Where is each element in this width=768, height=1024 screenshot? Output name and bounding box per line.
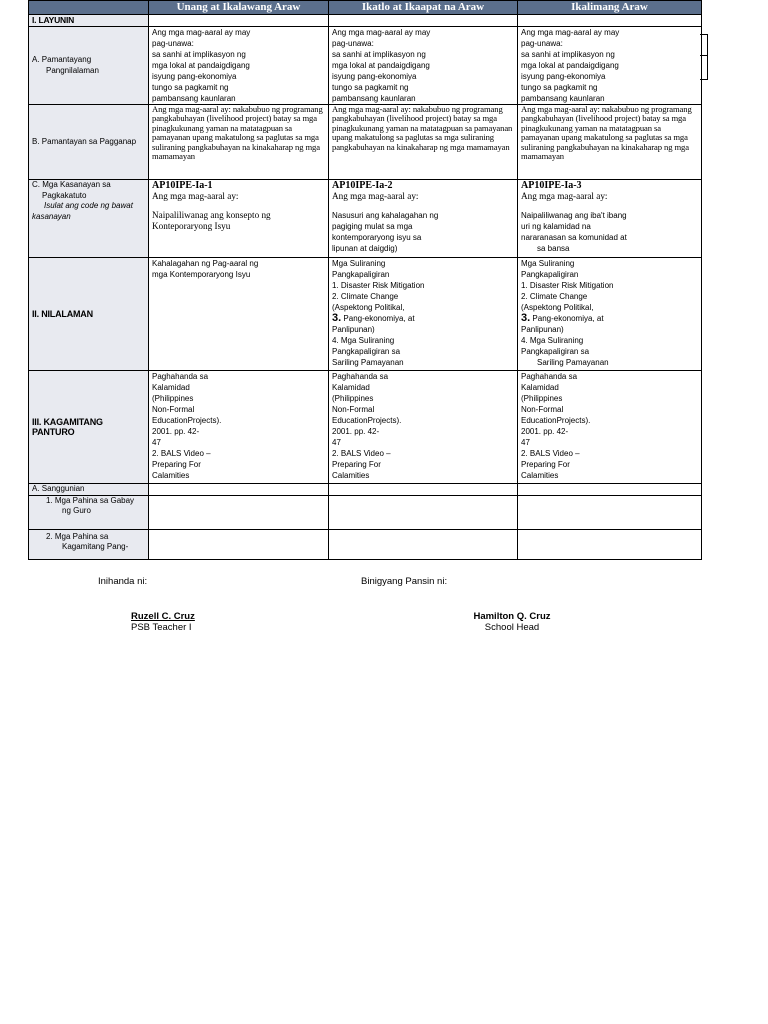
material-line: 2. BALS Video – [332, 449, 391, 458]
side-margin-divider [700, 55, 707, 56]
content-line: Mga Suliraning [521, 259, 575, 268]
content-line [332, 313, 515, 324]
label-pamantayang-pangnilalaman [29, 27, 149, 105]
label-k-line-c: Isulat ang code ng bawat [44, 201, 133, 210]
prepared-by-label: Inihanda ni: [98, 576, 148, 587]
cell-kasanayan-3 [518, 180, 702, 258]
material-line: Preparing For [152, 460, 201, 469]
pp-line: pambansang kaunlaran [152, 94, 236, 103]
material-line: Paghahanda sa [521, 372, 578, 381]
label-gabay-b: ng Guro [62, 506, 91, 515]
cell-pagganap-3: Ang mga mag-aaral ay: nakabubuo ng programang pangkabuhayan (livelihood project) batay sa mga pinagkukunang yaman na matatagpuan sa pamayanan upang makatulong sa paglutas sa mga suliraning pangkabuhayan na kinakaharap ng mga mamamayan [518, 105, 702, 180]
pp-line: mga lokal at pandaigdigang [332, 61, 430, 70]
competency-intro: Ang mga mag-aaral ay: [152, 191, 239, 201]
label-kasanayan [29, 180, 149, 258]
cell-kagamitan-2 [329, 371, 518, 484]
content-line: Pangkapaligiran sa [521, 347, 590, 356]
content-line: (Aspektong Politikal, [521, 303, 594, 312]
prepared-by-block [131, 611, 195, 633]
label-gabay-a: 1. Mga Pahina sa Gabay [46, 495, 135, 505]
content-line: 4. Mga Suliraning [332, 336, 395, 345]
content-line: Sariling Pamayanan [537, 358, 609, 367]
pp-line: isyung pang-ekonomiya [521, 72, 606, 81]
competency-line: Naipaliliwanag ang iba't ibang [521, 211, 627, 220]
content-line: Sariling Pamayanan [332, 358, 404, 367]
daily-lesson-log-table [28, 0, 702, 560]
pp-line: Ang mga mag-aaral ay may [521, 28, 620, 37]
pp-line: isyung pang-ekonomiya [152, 72, 237, 81]
content-line: (Aspektong Politikal, [332, 303, 405, 312]
cell-pagganap-2: Ang mga mag-aaral ay: nakabubuo ng programang pangkabuhayan (livelihood project) batay sa mga pinagkukunang yaman na matatagpuan sa pamayanan upang makatulong sa paglutas sa mga suliraning pangkabuhayan na kinakaharap ng mga mamamayan [329, 105, 518, 180]
header-corner [29, 1, 149, 15]
cell-layunin-3 [518, 15, 702, 27]
competency-line: Naipaliliwanag ang konsepto ng [152, 210, 271, 220]
cell-nilalaman-1 [149, 258, 329, 371]
pp-line: pag-unawa: [152, 39, 194, 48]
row-sanggunian [29, 484, 702, 496]
pp-line: pag-unawa: [521, 39, 563, 48]
material-line: 2001. pp. 42- [521, 427, 569, 436]
material-line: Paghahanda sa [152, 372, 209, 381]
noted-by-block [471, 611, 553, 633]
material-line: 2. BALS Video – [152, 449, 211, 458]
cell-nilalaman-2 [329, 258, 518, 371]
cell-sanggunian-3 [518, 484, 702, 496]
label-k-line-a: C. Mga Kasanayan sa [32, 180, 111, 189]
material-line: 2001. pp. 42- [332, 427, 380, 436]
competency-intro: Ang mga mag-aaral ay: [521, 191, 608, 201]
content-line: Kahalagahan ng Pag-aaral ng [152, 259, 259, 268]
header-day-5: Ikalimang Araw [518, 1, 702, 15]
row-pamantayang-pangnilalaman [29, 27, 702, 105]
material-line: Calamities [521, 471, 559, 480]
list-number: 3. [332, 312, 342, 324]
label-k-line-b: Pagkakatuto [42, 190, 87, 200]
material-line: 47 [152, 438, 161, 447]
pp-line: isyung pang-ekonomiya [332, 72, 417, 81]
material-line: 47 [521, 438, 530, 447]
cell-sanggunian-1 [149, 484, 329, 496]
material-line: Non-Formal [152, 405, 195, 414]
material-line: Preparing For [332, 460, 381, 469]
content-line: Pangkapaligiran [521, 270, 579, 279]
content-line: 4. Mga Suliraning [521, 336, 584, 345]
label-kpm-b: Kagamitang Pang- [62, 542, 129, 551]
content-line: Panlipunan) [332, 325, 375, 334]
cell-kasanayan-1 [149, 180, 329, 258]
competency-line: sa bansa [537, 244, 570, 253]
pp-line: tungo sa pagkamit ng [152, 83, 229, 92]
row-kasanayan [29, 180, 702, 258]
label-pp-line-a: A. Pamantayang [32, 55, 92, 64]
competency-code: AP10IPE-Ia-1 [152, 180, 213, 191]
material-line: (Philippines [521, 394, 563, 403]
row-pamantayan-sa-pagganap [29, 105, 702, 180]
material-line: Kalamidad [521, 383, 559, 392]
noted-by-name: Hamilton Q. Cruz [473, 611, 551, 622]
competency-line: lipunan at daigdig) [332, 244, 398, 253]
material-line: EducationProjects). [152, 416, 222, 425]
header-row [29, 1, 702, 15]
cell-gabay-1 [149, 495, 329, 529]
cell-kasanayan-2 [329, 180, 518, 258]
competency-line: kontemporaryong isyu sa [332, 233, 422, 242]
competency-line: Konteporaryong Isyu [152, 221, 231, 231]
material-line: Kalamidad [152, 383, 190, 392]
pp-line: mga lokal at pandaigdigang [521, 61, 619, 70]
cell-kagamitan-3 [518, 371, 702, 484]
pp-line: pambansang kaunlaran [332, 94, 416, 103]
pp-line: Ang mga mag-aaral ay may [152, 28, 251, 37]
content-line: 1. Disaster Risk Mitigation [521, 281, 614, 290]
pp-line: tungo sa pagkamit ng [521, 83, 598, 92]
cell-kagamitan-1 [149, 371, 329, 484]
pp-line: pambansang kaunlaran [521, 94, 605, 103]
cell-kpm-2 [329, 529, 518, 559]
competency-line: uri ng kalamidad na [521, 222, 591, 231]
content-line: mga Kontemporaryong Isyu [152, 270, 251, 279]
list-number: 3. [521, 312, 531, 324]
row-kagamitang-pang-mag-aaral [29, 529, 702, 559]
material-line: (Philippines [332, 394, 374, 403]
cell-gabay-3 [518, 495, 702, 529]
material-line: Non-Formal [521, 405, 564, 414]
pp-line: sa sanhi at implikasyon ng [521, 50, 615, 59]
header-day-1-2: Unang at Ikalawang Araw [149, 1, 329, 15]
noted-by-label: Binigyang Pansin ni: [361, 576, 448, 587]
content-line: Mga Suliraning [332, 259, 386, 268]
cell-pp-2 [329, 27, 518, 105]
material-line: Paghahanda sa [332, 372, 389, 381]
cell-sanggunian-2 [329, 484, 518, 496]
cell-kpm-3 [518, 529, 702, 559]
competency-intro: Ang mga mag-aaral ay: [332, 191, 419, 201]
competency-line: pagiging mulat sa mga [332, 222, 413, 231]
label-sanggunian: A. Sanggunian [29, 484, 149, 496]
material-line: EducationProjects). [332, 416, 402, 425]
material-line: Non-Formal [332, 405, 375, 414]
row-gabay-ng-guro [29, 495, 702, 529]
pp-line: sa sanhi at implikasyon ng [152, 50, 246, 59]
material-line: Calamities [332, 471, 370, 480]
header-day-3-4: Ikatlo at Ikaapat na Araw [329, 1, 518, 15]
cell-gabay-2 [329, 495, 518, 529]
pp-line: tungo sa pagkamit ng [332, 83, 409, 92]
cell-nilalaman-3 [518, 258, 702, 371]
material-line: Kalamidad [332, 383, 370, 392]
label-nilalaman: II. NILALAMAN [29, 258, 149, 371]
row-kagamitang-panturo [29, 371, 702, 484]
content-line: 1. Disaster Risk Mitigation [332, 281, 425, 290]
cell-kpm-1 [149, 529, 329, 559]
prepared-by-name: Ruzell C. Cruz [131, 611, 195, 622]
content-line: Panlipunan) [521, 325, 564, 334]
label-kpm-a: 2. Mga Pahina sa [46, 531, 109, 541]
content-line: Pangkapaligiran [332, 270, 390, 279]
pp-line: Ang mga mag-aaral ay may [332, 28, 431, 37]
content-text: Pang-ekonomiya, at [530, 314, 604, 323]
label-kagamitang-panturo: III. KAGAMITANG PANTURO [29, 371, 149, 484]
material-line: 47 [332, 438, 341, 447]
cell-pp-3 [518, 27, 702, 105]
material-line: EducationProjects). [521, 416, 591, 425]
lesson-plan-sheet [28, 0, 701, 551]
material-line: (Philippines [152, 394, 194, 403]
pp-line: mga lokal at pandaigdigang [152, 61, 250, 70]
material-line: 2. BALS Video – [521, 449, 580, 458]
competency-line: nararanasan sa komunidad at [521, 233, 627, 242]
cell-pagganap-1: Ang mga mag-aaral ay: nakabubuo ng programang pangkabuhayan (livelihood project) batay sa mga pinagkukunang yaman na matatagpuan sa pamayanan upang makatulong sa paglutas sa mga suliraning pangkabuhayan na kinakaharap ng mga mamamayan [149, 105, 329, 180]
material-line: Preparing For [521, 460, 570, 469]
label-gabay-ng-guro [29, 495, 149, 529]
cell-layunin-1 [149, 15, 329, 27]
label-kagamitang-pang [29, 529, 149, 559]
competency-code: AP10IPE-Ia-2 [332, 180, 393, 191]
side-margin-box [700, 34, 708, 80]
label-pamantayan-sa-pagganap: B. Pamantayan sa Pagganap [29, 105, 149, 180]
row-layunin [29, 15, 702, 27]
content-line [521, 313, 699, 324]
label-k-line-d: kasanayan [32, 211, 71, 221]
material-line: Calamities [152, 471, 190, 480]
material-line: 2001. pp. 42- [152, 427, 200, 436]
content-line: 2. Climate Change [521, 292, 588, 301]
cell-layunin-2 [329, 15, 518, 27]
competency-code: AP10IPE-Ia-3 [521, 180, 582, 191]
label-pp-line-b: Pangnilalaman [46, 65, 99, 75]
noted-by-title: School Head [484, 622, 540, 633]
pp-line: sa sanhi at implikasyon ng [332, 50, 426, 59]
cell-pp-1 [149, 27, 329, 105]
competency-line: Nasusuri ang kahalagahan ng [332, 211, 439, 220]
row-nilalaman [29, 258, 702, 371]
content-text: Pang-ekonomiya, at [341, 314, 415, 323]
content-line: 2. Climate Change [332, 292, 399, 301]
pp-line: pag-unawa: [332, 39, 374, 48]
label-layunin: I. LAYUNIN [29, 15, 149, 27]
prepared-by-title: PSB Teacher I [131, 622, 192, 633]
content-line: Pangkapaligiran sa [332, 347, 401, 356]
